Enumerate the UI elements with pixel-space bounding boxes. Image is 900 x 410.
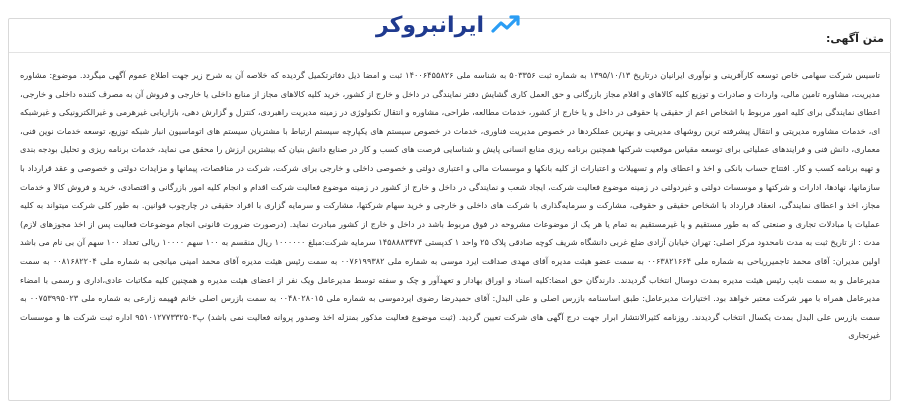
title-divider [9, 52, 891, 53]
site-header [0, 0, 900, 50]
logo-text-main: ایران [438, 12, 485, 38]
trend-arrow-icon [490, 12, 524, 38]
logo-wordmark [376, 13, 484, 38]
notice-title: متن آگهی: [826, 32, 884, 45]
site-logo[interactable] [376, 12, 524, 38]
notice-body: تاسیس شرکت سهامی خاص توسعه کارآفرینی و نوآوری ایرانیان درتاریخ ۱۳۹۵/۱۰/۱۳ به شماره ثبت ۵۰۳۳۵۶ به شناسه ملی ۱۴۰۰۶۴۵۵۸۲۶ ثبت و امضا ذیل دفاترتکمیل گردیده که خلاصه آن به شرح زیر جهت اطلاع عموم آگهی میگردد. موضوع: مشاوره مدیریت، مشاوره تامین مالی، واردات و صادرات و توزیع کلیه کالاهای و اقلام مجاز بازرگانی و حق العمل کاری گشایش دفتر نمایندگی در داخل و خارج از کشور، خرید کلیه کالاهای مجاز از منابع داخلی یا خارجی و فروش آن به مصرف کننده داخلی و خارجی، اعطای نمایندگی برای کلیه امور مربوط با اشخاص اعم از حقیقی یا حقوقی در داخل و یا خارج از کشور، خدمات مطالعه، طراحی، مشاوره و انتقال تکنولوژی در زمینه مدیریت راهبردی، کنترل و گزارش دهی، بازاریابی غیرهرمی و غیرالکترونیکی و غیرشبکه ای، خدمات مشاوره مدیریتی و انتقال پیشرفته ترین روشهای مدیریتی و بهترین عملکردها در خصوص مدیریت فناوری، خدمات در خصوص سیستم های یکپارچه سیستم ارتباط با مشتریان سیستم های اتوماسیون انبار شبکه توزیع، توسعه خدمات نوین فنی، معماری، دانش فنی و فرایندهای عملیاتی برای توسعه مقیاس موقعیت شرکتها همچنین برنامه ریزی منابع انسانی پایش و شناسایی فرصت های کسب و کار در صنایع دانش بنیان که بیشترین ارزش را محقق می نماید، خدمات برنامه ریزی و تحلیل بودجه بندی و تهیه برنامه کسب و کار. افتتاح حساب بانکی و اخذ و اعطای وام و تسهیلات و اعتبارات از کلیه بانکها و موسسات مالی و اعتباری دولتی و خصوصی داخلی و خارجی برای شرکت، شرکت در مناقصات، پیمانها و مزایدات دولتی و خصوصی و عقد قرارداد با سازمانها، نهادها، ادارات و شرکتها و موسسات دولتی و غیردولتی در زمینه موضوع فعالیت شرکت، ایجاد شعب و نمایندگی در داخل و خارج از کشور در زمینه موضوع فعالیت شرکت اقدام و انجام کلیه امور بازرگانی و اقتصادی، خرید و فروش کالا و خدمات مجاز، اخذ و اعطای نمایندگی، انعقاد قرارداد با اشخاص حقیقی و حقوقی، مشارکت و سرمایه‌گذاری با شرکت های داخلی و خارجی و خرید سهام شرکتها، مشارکت و سرمایه گزاری با افراد حقیقی در چارچوب قوانین. به طور کلی شرکت میتواند به کلیه عملیات یا مبادلات تجاری و صنعتی که به طور مستقیم و یا غیرمستقیم به تمام یا هر یک از موضوعات مشروحه در فوق مربوط باشد در داخل و خارج از کشور مبادرت نماید. (درصورت ضرورت قانونی انجام موضوعات فعالیت پس از اخذ مجوزهای لازم) مدت : از تاریخ ثبت به مدت نامحدود مرکز اصلی: تهران خیابان آزادی ضلع غربی دانشگاه شریف کوچه صادقی پلاک ۲۵ واحد ۱ کدپستی ۱۴۵۸۸۸۳۴۷۴ سرمایه شرکت:مبلغ ۱۰۰۰۰۰۰ ریال منقسم به ۱۰۰ سهم ۱۰۰۰۰ ریالی تعداد ۱۰۰ سهم آن بی نام می باشد اولین مدیران: آقای محمد تاجمیرریاحی به شماره ملی ۰۰۶۳۸۲۱۶۶۴ به سمت عضو هیئت مدیره آقای مهدی صداقت ایرد موسی به شماره ملی ۰۰۷۶۱۹۹۳۸۲ به سمت رئیس هیئت مدیره آقای محمد امینی میانجی به شماره ملی ۰۰۸۱۶۸۲۲۰۴ به سمت مدیرعامل و به سمت نایب رئیس هیئت مدیره بمدت دوسال انتخاب گردیدند. دارندگان حق امضا:کلیه اسناد و اوراق بهادار و تعهدآور و چک و سفته توسط مدیرعامل ویک نفر از اعضای هیئت مدیره و همچنین کلیه مکاتبات عادی،اداری و رسمی با امضاء مدیرعامل همراه با مهر شرکت معتبر خواهد بود. اختیارات مدیرعامل: طبق اساسنامه بازرس اصلی و علی البدل: آقای حمیدرضا رضوی ایردموسی به شماره ملی ۰۰۴۸۰۲۸۰۱۵ به سمت بازرس اصلی خانم فهیمه زارعی به شماره ملی ۰۰۷۵۳۹۹۵۰۲۳ به سمت بازرس علی البدل بمدت یکسال انتخاب گردیدند. روزنامه کثیرالانتشار ابرار جهت درج آگهی های شرکت تعیین گردید. (ثبت موضوع فعالیت مذکور بمنزله اخذ وصدور پروانه فعالیت نمی باشد) پ۹۵۱۰۱۲۷۷۳۳۲۵۰۳ اداره ثبت شرکت ها و موسسات غیرتجاری [20, 70, 881, 341]
logo-text-accent: بروکر [375, 12, 439, 38]
